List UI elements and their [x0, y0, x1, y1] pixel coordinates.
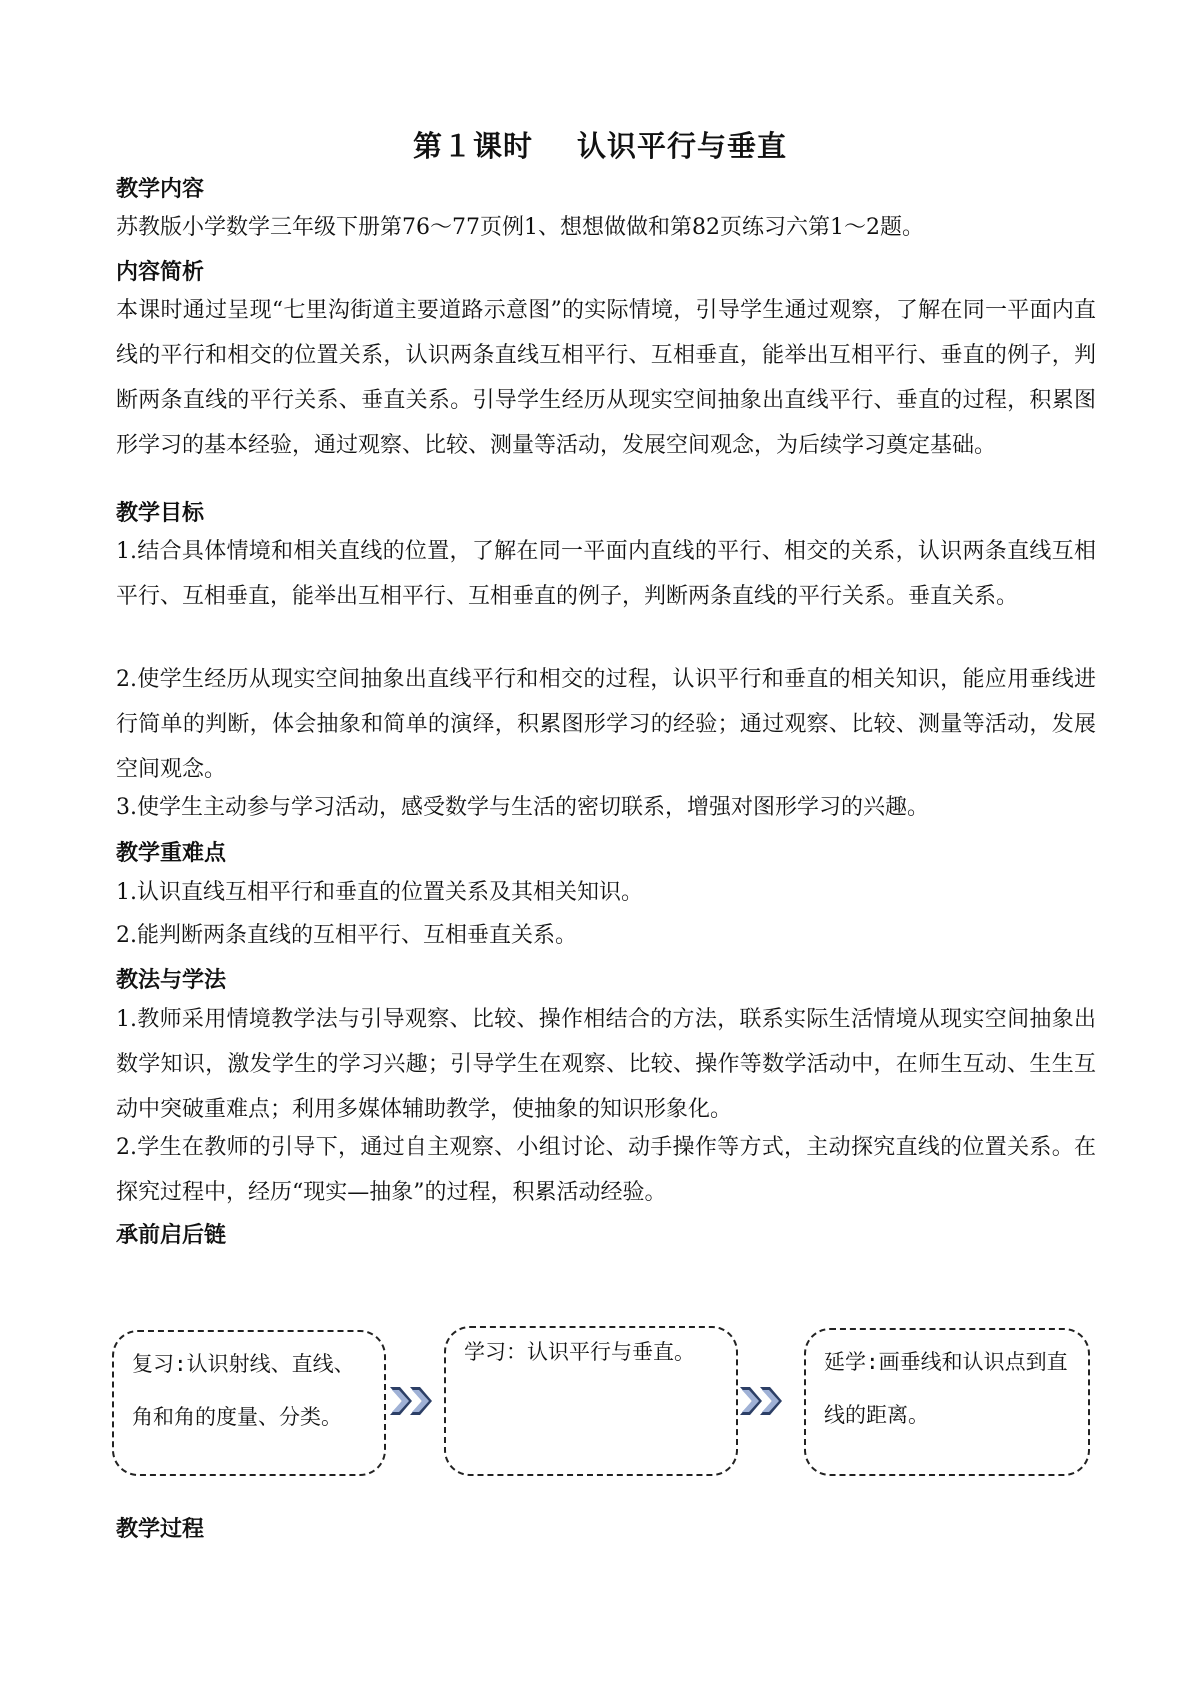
lesson-topic: 认识平行与垂直 — [577, 129, 788, 163]
learn-box — [444, 1326, 738, 1476]
double-chevron-arrow-icon — [390, 1387, 442, 1415]
extend-text: 延学:画垂线和认识点到直线的距离。 — [824, 1350, 1068, 1427]
analysis-text: 本课时通过呈现“七里沟街道主要道路示意图”的实际情境，引导学生通过观察，了解在同一平面内直线的平行和相交的位置关系，认识两条直线互相平行、互相垂直，能举出互相平行、垂直的例子，判断两条直线的平行关系、垂直关系。引导学生经历从现实空间抽象出直线平行、垂直的过程，积累图形学习的基本经验，通过观察、比较、测量等活动，发展空间观念，为后续学习奠定基础。 — [116, 298, 1096, 458]
learning-chain-diagram — [0, 1316, 1200, 1476]
lesson-number: 第１课时 — [412, 129, 533, 163]
section-heading-process: 教学过程 — [116, 1517, 205, 1542]
section-heading-key-points: 教学重难点 — [116, 841, 227, 866]
page-title — [0, 124, 1200, 165]
section-heading-goals: 教学目标 — [116, 501, 205, 526]
method-item-2: 2.学生在教师的引导下，通过自主观察、小组讨论、动手操作等方式，主动探究直线的位置关系。在探究过程中，经历“现实—抽象”的过程，积累活动经验。 — [116, 1135, 1096, 1205]
review-text: 复习:认识射线、直线、角和角的度量、分类。 — [132, 1352, 355, 1429]
goal-item-1: 1.结合具体情境和相关直线的位置，了解在同一平面内直线的平行、相交的关系，认识两条直线互相平行、互相垂直，能举出互相平行、互相垂直的例子，判断两条直线的平行关系。垂直关系。 — [116, 539, 1096, 609]
section-heading-chain: 承前启后链 — [116, 1223, 227, 1248]
review-box — [112, 1330, 386, 1476]
section-heading-analysis: 内容简析 — [116, 260, 205, 285]
method-item-1: 1.教师采用情境教学法与引导观察、比较、操作相结合的方法，联系实际生活情境从现实空间抽象出数学知识，激发学生的学习兴趣；引导学生在观察、比较、操作等数学活动中，在师生互动、生生互动中突破重难点；利用多媒体辅助教学，使抽象的知识形象化。 — [116, 1007, 1096, 1122]
section-heading-content: 教学内容 — [116, 177, 205, 202]
goal-item-2: 2.使学生经历从现实空间抽象出直线平行和相交的过程，认识平行和垂直的相关知识，能应用垂线进行简单的判断，体会抽象和简单的演绎，积累图形学习的经验；通过观察、比较、测量等活动，发展空间观念。 — [116, 667, 1096, 782]
key-point-1: 1.认识直线互相平行和垂直的位置关系及其相关知识。 — [116, 880, 643, 905]
learn-text: 学习：认识平行与垂直。 — [464, 1340, 695, 1364]
double-chevron-arrow-icon — [740, 1387, 792, 1415]
content-text: 苏教版小学数学三年级下册第76～77页例1、想想做做和第82页练习六第1～2题。 — [116, 215, 924, 240]
goal-item-3: 3.使学生主动参与学习活动，感受数学与生活的密切联系，增强对图形学习的兴趣。 — [116, 795, 929, 820]
key-point-2: 2.能判断两条直线的互相平行、互相垂直关系。 — [116, 923, 577, 948]
extend-box — [804, 1328, 1090, 1476]
section-heading-methods: 教法与学法 — [116, 968, 227, 993]
